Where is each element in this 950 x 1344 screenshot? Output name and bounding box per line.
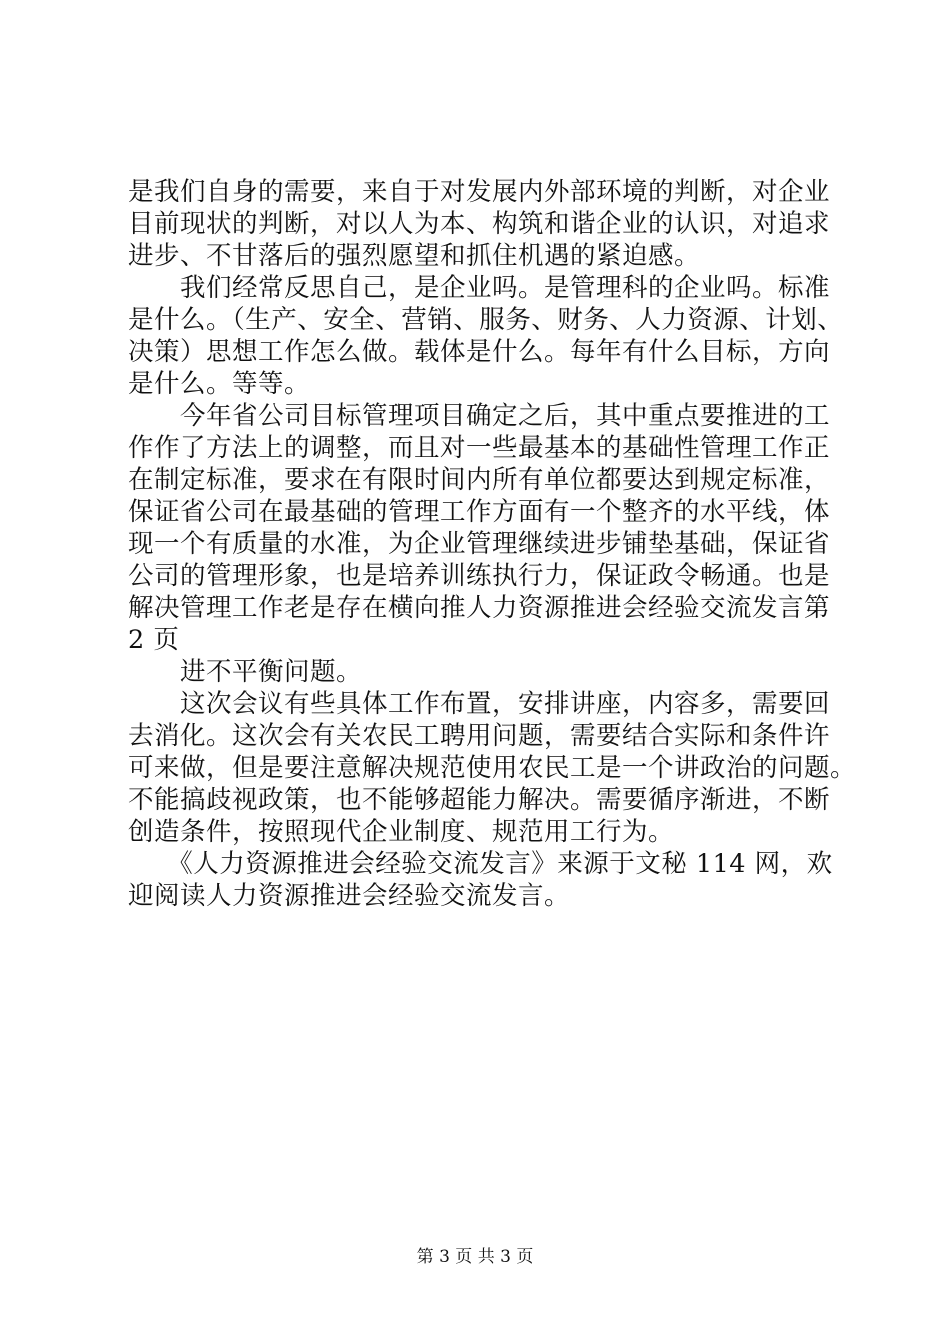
body-text-line: 创造条件，按照现代企业制度、规范用工行为。 bbox=[128, 817, 675, 847]
body-text-line: 保证省公司在最基础的管理工作方面有一个整齐的水平线，体 bbox=[128, 497, 831, 527]
body-text-line: 《人力资源推进会经验交流发言》来源于文秘 114 网，欢 bbox=[128, 849, 833, 879]
body-text-line: 今年省公司目标管理项目确定之后，其中重点要推进的工 bbox=[128, 401, 831, 431]
body-text-line: 作作了方法上的调整，而且对一些最基本的基础性管理工作正 bbox=[128, 433, 831, 463]
body-text-line: 公司的管理形象，也是培养训练执行力，保证政令畅通。也是 bbox=[128, 561, 831, 591]
body-text-line: 不能搞歧视政策，也不能够超能力解决。需要循序渐进，不断 bbox=[128, 785, 831, 815]
body-text-line: 解决管理工作老是存在横向推人力资源推进会经验交流发言第 bbox=[128, 593, 831, 623]
body-text-line: 进步、不甘落后的强烈愿望和抓住机遇的紧迫感。 bbox=[128, 241, 701, 271]
body-text-line: 2 页 bbox=[128, 625, 180, 655]
body-text-line: 我们经常反思自己，是企业吗。是管理科的企业吗。标准 bbox=[128, 273, 831, 303]
body-text-line: 决策）思想工作怎么做。载体是什么。每年有什么目标，方向 bbox=[128, 337, 831, 367]
page-number-footer: 第 3 页 共 3 页 bbox=[416, 1247, 534, 1267]
body-text-line: 是我们自身的需要，来自于对发展内外部环境的判断，对企业 bbox=[128, 177, 831, 207]
body-text-line: 可来做，但是要注意解决规范使用农民工是一个讲政治的问题。 bbox=[128, 753, 857, 783]
body-text-line: 在制定标准，要求在有限时间内所有单位都要达到规定标准， bbox=[128, 465, 831, 495]
body-text-line: 目前现状的判断，对以人为本、构筑和谐企业的认识，对追求 bbox=[128, 209, 831, 239]
body-text-line: 进不平衡问题。 bbox=[128, 657, 363, 687]
body-text-line: 是什么。等等。 bbox=[128, 369, 311, 399]
body-text-line: 去消化。这次会有关农民工聘用问题，需要结合实际和条件许 bbox=[128, 721, 831, 751]
body-text-line: 迎阅读人力资源推进会经验交流发言。 bbox=[128, 881, 571, 911]
body-text-line: 是什么。（生产、安全、营销、服务、财务、人力资源、计划、 bbox=[128, 305, 844, 335]
body-text-line: 这次会议有些具体工作布置，安排讲座，内容多，需要回 bbox=[128, 689, 831, 719]
body-text-line: 现一个有质量的水准，为企业管理继续进步铺垫基础，保证省 bbox=[128, 529, 831, 559]
